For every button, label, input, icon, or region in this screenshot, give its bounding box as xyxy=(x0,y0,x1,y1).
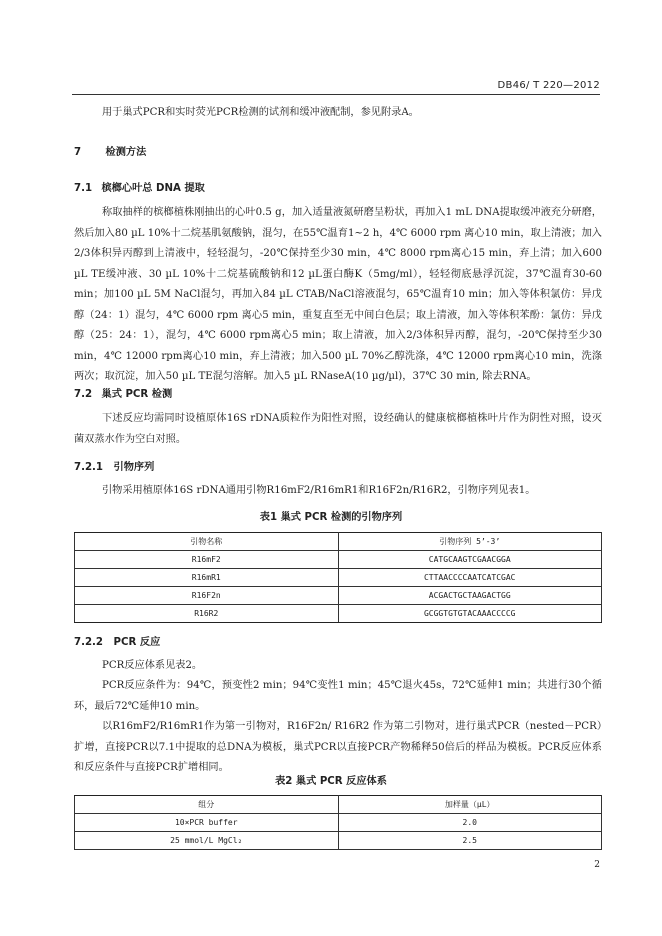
section-7-2-1-heading xyxy=(74,458,154,473)
dna-extraction-paragraph: 称取抽样的槟榔植株刚抽出的心叶0.5 g，加入适量液氮研磨呈粉状，再加入1 mL DNA提取缓冲液充分研磨，然后加入80 µL 10%十二烷基肌氨酸钠，混匀，在55℃温育1~2 h，4℃ 6000 rpm 离心10 min，取上清液；加入2/3体积异丙醇到上清液中，轻轻混匀，-20℃保持至少30 min，4℃ 8000 rpm离心15 min，弃上清；加入600 µL TE缓冲液、30 µL 10%十二烷基硫酸钠和12 µL蛋白酶K（5mg/ml），轻轻彻底悬浮沉淀，37℃温育30-60 min；加100 µL 5M NaCl混匀，再加入84 µL CTAB/NaCl溶液混匀，65℃温育10 min；加入等体积氯仿：异戊醇（24：1）混匀，4℃ 6000 rpm 离心5 min，重复直至无中间白色层；取上清液，加入等体积苯酚：氯仿：异戊醇（25：24：1），混匀，4℃ 6000 rpm离心5 min；取上清液，加入2/3体积异丙醇，混匀，-20℃保持至少30 min，4℃ 12000 rpm离心10 min，弃上清液；加入500 µL 70%乙醇洗涤，4℃ 12000 rpm离心10 min，洗涤两次；取沉淀，加入50 µL TE混匀溶解。加入5 µL RNaseA(10 µg/µl)，37℃ 30 min, 除去RNA。 xyxy=(74,207,602,382)
volume-cell: 2.0 xyxy=(338,814,602,832)
column-header: 引物名称 xyxy=(75,533,339,551)
table2-caption: 表2 巢式 PCR 反应体系 xyxy=(275,776,387,787)
column-header: 引物序列 5’-3’ xyxy=(338,533,602,551)
document-code: DB46/ T 220—2012 xyxy=(497,80,600,91)
section-number: 7.2 xyxy=(74,389,93,400)
section-title: 引物序列 xyxy=(113,462,155,473)
section-7-heading xyxy=(74,143,146,158)
table1-caption: 表1 巢式 PCR 检测的引物序列 xyxy=(259,512,403,523)
section-number: 7 xyxy=(74,147,82,158)
page-number: 2 xyxy=(594,860,600,870)
primer-sequence-cell: CATGCAAGTCGAACGGA xyxy=(338,551,602,569)
table-row xyxy=(75,814,602,832)
volume-cell: 2.5 xyxy=(338,832,602,850)
primer-sequence-cell: GCGGTGTGTACAAACCCCG xyxy=(338,605,602,623)
section-7-2-heading xyxy=(74,385,172,400)
section-7-1-heading xyxy=(74,179,205,194)
reaction-system-table xyxy=(74,795,602,850)
section-number: 7.2.1 xyxy=(74,462,104,473)
column-header: 组分 xyxy=(75,796,339,814)
section-title: 检测方法 xyxy=(105,147,147,158)
table-row xyxy=(75,551,602,569)
component-cell: 10×PCR buffer xyxy=(75,814,339,832)
intro-paragraph: 用于巢式PCR和实时荧光PCR检测的试剂和缓冲液配制，参见附录A。 xyxy=(102,107,419,118)
header-rule xyxy=(72,94,600,95)
table-header-row xyxy=(75,533,602,551)
section-title: 槟榔心叶总 DNA 提取 xyxy=(101,183,205,194)
column-header: 加样量（µL） xyxy=(338,796,602,814)
table-row xyxy=(75,587,602,605)
section-number: 7.1 xyxy=(74,183,93,194)
primer-paragraph: 引物采用植原体16S rDNA通用引物R16mF2/R16mR1和R16F2n/R16R2，引物序列见表1。 xyxy=(102,485,536,496)
primer-name-cell: R16mR1 xyxy=(75,569,339,587)
table-row xyxy=(75,605,602,623)
primer-name-cell: R16F2n xyxy=(75,587,339,605)
primer-sequence-cell: CTTAACCCCAATCATCGAC xyxy=(338,569,602,587)
section-number: 7.2.2 xyxy=(74,637,104,648)
table-row xyxy=(75,832,602,850)
section-title: PCR 反应 xyxy=(113,637,161,648)
primer-sequence-cell: ACGACTGCTAAGACTGG xyxy=(338,587,602,605)
nested-pcr-paragraph: 以R16mF2/R16mR1作为第一引物对，R16F2n/ R16R2 作为第二引物对，进行巢式PCR（nested－PCR）扩增，直接PCR以7.1中提取的总DNA为模板，巢式PCR以直接PCR产物稀释50倍后的样品为模板。PCR反应体系和反应条件与直接PCR扩增相同。 xyxy=(74,721,602,773)
section-7-2-2-heading xyxy=(74,633,160,648)
primer-table xyxy=(74,532,602,623)
pcr-system-paragraph: PCR反应体系见表2。 xyxy=(102,660,203,671)
table-row xyxy=(75,569,602,587)
table-header-row xyxy=(75,796,602,814)
component-cell: 25 mmol/L MgCl₂ xyxy=(75,832,339,850)
pcr-conditions-paragraph: PCR反应条件为：94℃，预变性2 min；94℃变性1 min；45℃退火45s，72℃延伸1 min；共进行30个循环，最后72℃延伸10 min。 xyxy=(74,680,602,712)
section-title: 巢式 PCR 检测 xyxy=(101,389,173,400)
primer-name-cell: R16R2 xyxy=(75,605,339,623)
controls-paragraph: 下述反应均需同时设植原体16S rDNA质粒作为阳性对照，设经确认的健康槟榔植株叶片作为阴性对照，设灭菌双蒸水作为空白对照。 xyxy=(74,413,602,445)
primer-name-cell: R16mF2 xyxy=(75,551,339,569)
